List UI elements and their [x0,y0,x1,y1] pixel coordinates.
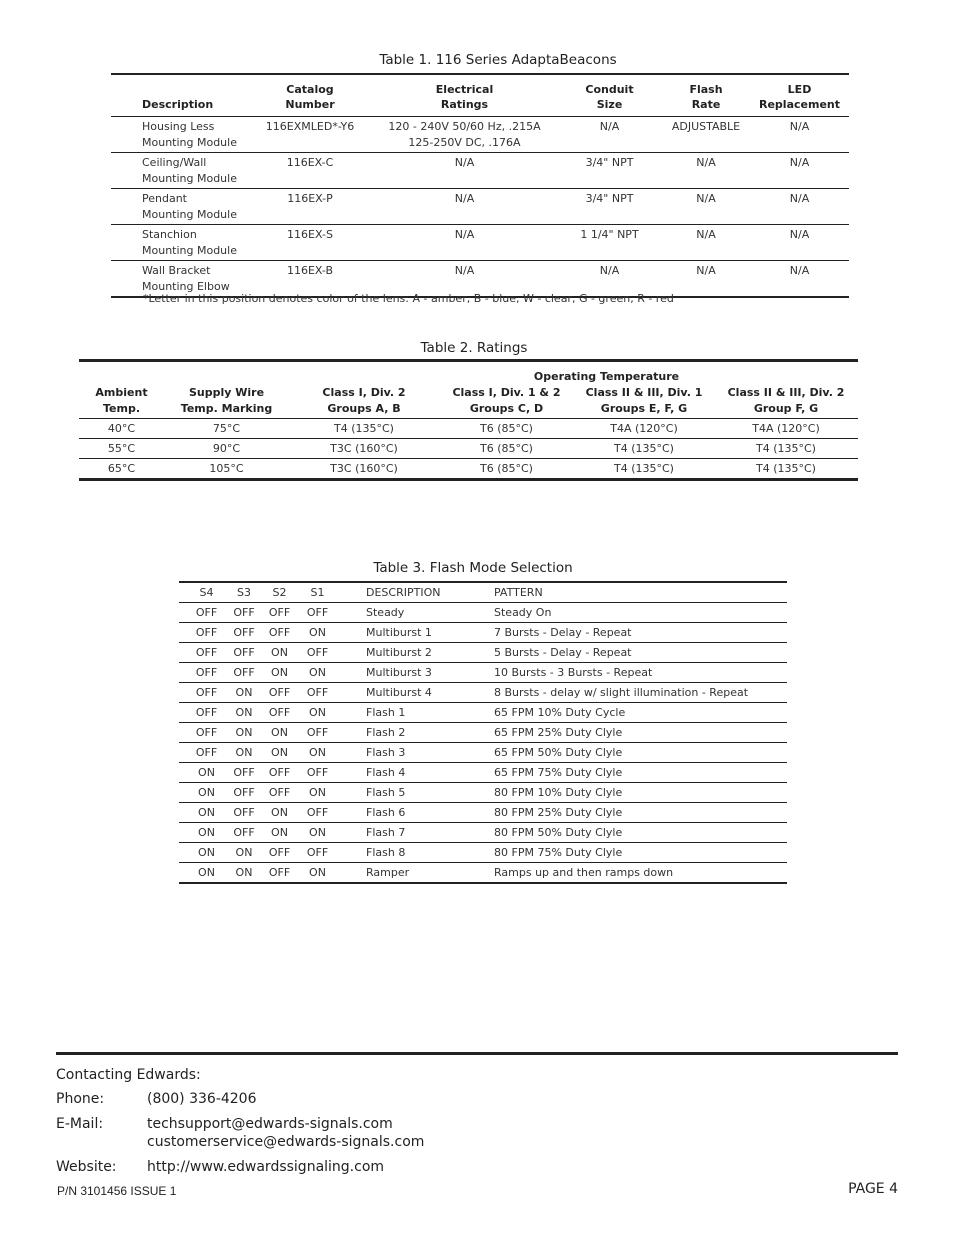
table2-header-row [79,385,858,419]
table2-operating-temperature-header: Operating Temperature [533,370,680,383]
table3-cell-description: Ramper [366,866,410,879]
table2-header-ambient: Ambient Temp. [95,386,148,415]
table3-cell-pattern: 10 Bursts - 3 Bursts - Repeat [494,666,653,679]
table2-cell: T3C (160°C) [330,442,398,455]
phone-value: (800) 336-4206 [147,1091,257,1107]
table2-cell: T6 (85°C) [480,442,533,455]
table3-cell-pattern: 8 Bursts - delay w/ slight illumination - Repeat [494,686,749,699]
table3-cell-pattern: 7 Bursts - Delay - Repeat [494,626,632,639]
table3-cell-description: Flash 2 [366,726,406,739]
table3-cell-switch: OFF [195,646,218,659]
table3-cell-switch: ON [235,846,253,859]
table3-header-s4: S4 [199,586,214,599]
website-label: Website: [56,1159,117,1175]
email-label: E-Mail: [56,1116,104,1132]
table3-cell-switch: ON [271,746,288,759]
table1-cell-catalog: 116EX-B [286,264,334,277]
table1-cell-electrical: N/A [454,192,475,205]
table3-cell-pattern: 80 FPM 25% Duty Clyle [494,806,623,819]
email-techsupport-link[interactable]: techsupport@edwards-signals.com [147,1116,393,1132]
table3-cell-description: Flash 6 [366,806,406,819]
table3-cell-pattern: 65 FPM 10% Duty Cycle [494,706,626,719]
table1 [111,73,849,298]
table3-cell-switch: OFF [195,706,218,719]
table3-cell-switch: ON [198,826,215,839]
table1-cell-conduit: N/A [599,264,620,277]
table1-cell-flash: N/A [696,264,716,277]
table2-row [79,419,858,439]
table2-cell: T4 (135°C) [614,462,674,475]
table3-cell-pattern: 80 FPM 10% Duty Clyle [494,786,623,799]
table1-cell-description: Wall Bracket Mounting Elbow [142,264,230,293]
table3-row [179,823,787,843]
table3-cell-description: Flash 3 [366,746,406,759]
table2 [79,359,858,481]
table3-row [179,703,787,723]
table3-cell-switch: ON [271,666,288,679]
page-number: PAGE 4 [848,1181,898,1197]
table3-row [179,763,787,783]
table3-cell-switch: OFF [268,606,291,619]
table2-cell: 90°C [212,442,241,455]
table1-cell-conduit: 3/4" NPT [585,192,634,205]
table2-cell: 55°C [107,442,136,455]
table1-caption: Table 1. 116 Series AdaptaBeacons [379,52,617,68]
table1-header-led: LED Replacement [759,83,840,111]
table3-row [179,603,787,623]
table1-cell-description: Pendant Mounting Module [142,192,237,221]
table2-cell: 65°C [107,462,136,475]
table3-cell-switch: ON [198,766,215,779]
table1-cell-led: N/A [789,264,810,277]
table2-caption: Table 2. Ratings [420,340,528,356]
table3-cell-switch: ON [235,706,253,719]
table3-cell-switch: OFF [306,726,329,739]
table3-header-row [179,582,787,603]
table1-cell-led: N/A [789,120,810,133]
table2-header-class1-div2: Class I, Div. 2 Groups A, B [322,386,406,415]
table1-cell-description: Ceiling/Wall Mounting Module [142,156,237,185]
table3-cell-switch: OFF [268,866,291,879]
table1-cell-flash: N/A [696,228,716,241]
table2-header-class23-div1: Class II & III, Div. 1 Groups E, F, G [585,386,703,415]
table3-cell-switch: ON [309,746,326,759]
table3-cell-pattern: 80 FPM 75% Duty Clyle [494,846,623,859]
table3-row [179,803,787,823]
table1-header-catalog: Catalog Number [285,83,335,111]
table3-cell-switch: OFF [195,666,218,679]
table3-cell-switch: ON [271,646,288,659]
email-customerservice-link[interactable]: customerservice@edwards-signals.com [147,1134,425,1150]
table3-cell-switch: OFF [306,686,329,699]
table3-cell-description: Flash 5 [366,786,406,799]
table2-cell: T4A (120°C) [610,422,678,435]
table3-row [179,743,787,763]
table1-cell-conduit: N/A [599,120,620,133]
table3-cell-switch: OFF [233,666,255,679]
table3-caption: Table 3. Flash Mode Selection [373,560,573,576]
table3-cell-switch: OFF [195,626,218,639]
table1-cell-flash: ADJUSTABLE [671,120,741,133]
table3-cell-switch: OFF [306,846,329,859]
table3-row [179,783,787,803]
table3-header-s3: S3 [237,586,251,599]
table2-cell: 75°C [212,422,241,435]
contact-heading: Contacting Edwards: [56,1067,201,1083]
website-link[interactable]: http://www.edwardssignaling.com [147,1159,385,1175]
table3-cell-switch: ON [271,806,288,819]
table1-cell-catalog: 116EXMLED*-Y6 [265,120,355,133]
table1-cell-conduit: 3/4" NPT [585,156,634,169]
table3-cell-switch: ON [198,866,215,879]
table1-cell-catalog: 116EX-S [287,228,333,241]
table3-cell-switch: ON [198,806,215,819]
table3-cell-pattern: Steady On [494,606,552,619]
table2-cell: T6 (85°C) [480,422,533,435]
table3-cell-switch: OFF [268,626,291,639]
table2-cell: T4 (135°C) [756,462,816,475]
table1-cell-electrical: N/A [454,264,475,277]
table1-cell-description: Stanchion Mounting Module [142,228,237,257]
table3-cell-switch: OFF [233,806,255,819]
table1-cell-electrical: N/A [454,156,475,169]
table3-cell-switch: ON [309,826,326,839]
table1-cell-electrical: N/A [454,228,475,241]
table3-header-description: DESCRIPTION [366,586,441,599]
table3-cell-switch: OFF [233,606,255,619]
table3-cell-switch: ON [271,726,288,739]
table1-cell-electrical: 120 - 240V 50/60 Hz, .215A 125-250V DC, .176A [388,120,541,149]
table1-cell-conduit: 1 1/4" NPT [580,228,639,241]
table2-header-class1-div12: Class I, Div. 1 & 2 Groups C, D [452,386,561,415]
table3-row [179,843,787,863]
table2-cell: T3C (160°C) [330,462,398,475]
table3-row [179,623,787,643]
table2-row [79,459,858,480]
table3-cell-switch: ON [271,826,288,839]
table3-cell-switch: OFF [306,766,329,779]
table2-cell: 105°C [209,462,244,475]
table1-cell-led: N/A [789,156,810,169]
table1-header-conduit: Conduit Size [585,83,634,111]
table3-cell-pattern: 80 FPM 50% Duty Clyle [494,826,623,839]
table3-cell-switch: OFF [306,806,329,819]
table3-cell-description: Flash 4 [366,766,406,779]
table3-cell-switch: OFF [268,706,291,719]
table3-cell-switch: ON [235,726,253,739]
table3-cell-switch: OFF [233,766,255,779]
table3-cell-pattern: 65 FPM 25% Duty Clyle [494,726,623,739]
table3-cell-switch: ON [198,846,215,859]
table2-cell: T4 (135°C) [334,422,394,435]
table2-cell: T4 (135°C) [614,442,674,455]
table1-header-flash: Flash Rate [689,83,723,111]
table1-cell-flash: N/A [696,156,716,169]
table3-cell-switch: OFF [306,646,329,659]
table1-header-description: Description [142,98,214,111]
table3-cell-switch: OFF [233,786,255,799]
table3-cell-switch: OFF [233,626,255,639]
table3-cell-switch: ON [235,866,253,879]
table3-cell-pattern: Ramps up and then ramps down [494,866,674,879]
table3-cell-pattern: 65 FPM 50% Duty Clyle [494,746,623,759]
table3-cell-switch: ON [309,866,326,879]
table2-cell: T4A (120°C) [752,422,820,435]
table3-cell-description: Multiburst 1 [366,626,432,639]
table3-header-s1: S1 [310,586,325,599]
table3-cell-switch: ON [309,626,326,639]
table3-header-pattern: PATTERN [494,586,543,599]
table1-cell-led: N/A [789,228,810,241]
table3-cell-pattern: 5 Bursts - Delay - Repeat [494,646,632,659]
table3-cell-switch: ON [198,786,215,799]
table3-cell-switch: OFF [195,686,218,699]
table3-cell-switch: OFF [195,726,218,739]
table3-header-s2: S2 [272,586,287,599]
part-number: P/N 3101456 ISSUE 1 [57,1184,177,1198]
table3-row [179,663,787,683]
table3-cell-switch: OFF [306,606,329,619]
table3 [179,581,787,884]
table3-row [179,723,787,743]
table2-header-supply-wire: Supply Wire Temp. Marking [180,386,273,415]
table1-cell-catalog: 116EX-C [286,156,334,169]
table3-cell-description: Flash 8 [366,846,406,859]
table3-cell-description: Flash 7 [366,826,406,839]
table3-cell-switch: ON [235,686,253,699]
table1-row [111,189,849,225]
table3-row [179,863,787,884]
table3-cell-switch: OFF [195,746,218,759]
table2-header-class23-div2: Class II & III, Div. 2 Group F, G [727,386,845,415]
phone-label: Phone: [56,1091,105,1107]
table1-header-electrical: Electrical Ratings [435,83,494,111]
table3-cell-switch: OFF [268,686,291,699]
table2-cell: T4 (135°C) [756,442,816,455]
table1-footnote: *Letter in this position denotes color of the lens: A - amber, B - blue, W - clear, G - green, R - red [143,292,674,305]
table3-cell-description: Multiburst 4 [366,686,432,699]
table1-cell-flash: N/A [696,192,716,205]
table3-cell-switch: ON [309,786,326,799]
table3-cell-description: Multiburst 2 [366,646,432,659]
table2-cell: 40°C [107,422,136,435]
table1-cell-description: Housing Less Mounting Module [142,120,237,149]
table1-cell-led: N/A [789,192,810,205]
table2-row [79,439,858,459]
table3-cell-pattern: 65 FPM 75% Duty Clyle [494,766,623,779]
contact-divider [56,1052,898,1055]
table3-cell-switch: ON [235,746,253,759]
table2-cell: T6 (85°C) [480,462,533,475]
table3-cell-switch: ON [309,706,326,719]
table3-cell-switch: OFF [268,766,291,779]
table1-row [111,117,849,153]
table1-row [111,225,849,261]
table3-cell-description: Steady [366,606,405,619]
table3-row [179,683,787,703]
table3-cell-switch: ON [309,666,326,679]
table3-cell-switch: OFF [195,606,218,619]
table3-cell-switch: OFF [268,786,291,799]
table3-cell-description: Flash 1 [366,706,406,719]
table3-cell-description: Multiburst 3 [366,666,432,679]
table1-row [111,153,849,189]
table3-cell-switch: OFF [233,826,255,839]
table2-group-header-row [79,361,858,386]
table3-row [179,643,787,663]
table3-cell-switch: OFF [233,646,255,659]
table1-header-row [111,74,849,117]
table1-cell-catalog: 116EX-P [287,192,333,205]
table3-cell-switch: OFF [268,846,291,859]
